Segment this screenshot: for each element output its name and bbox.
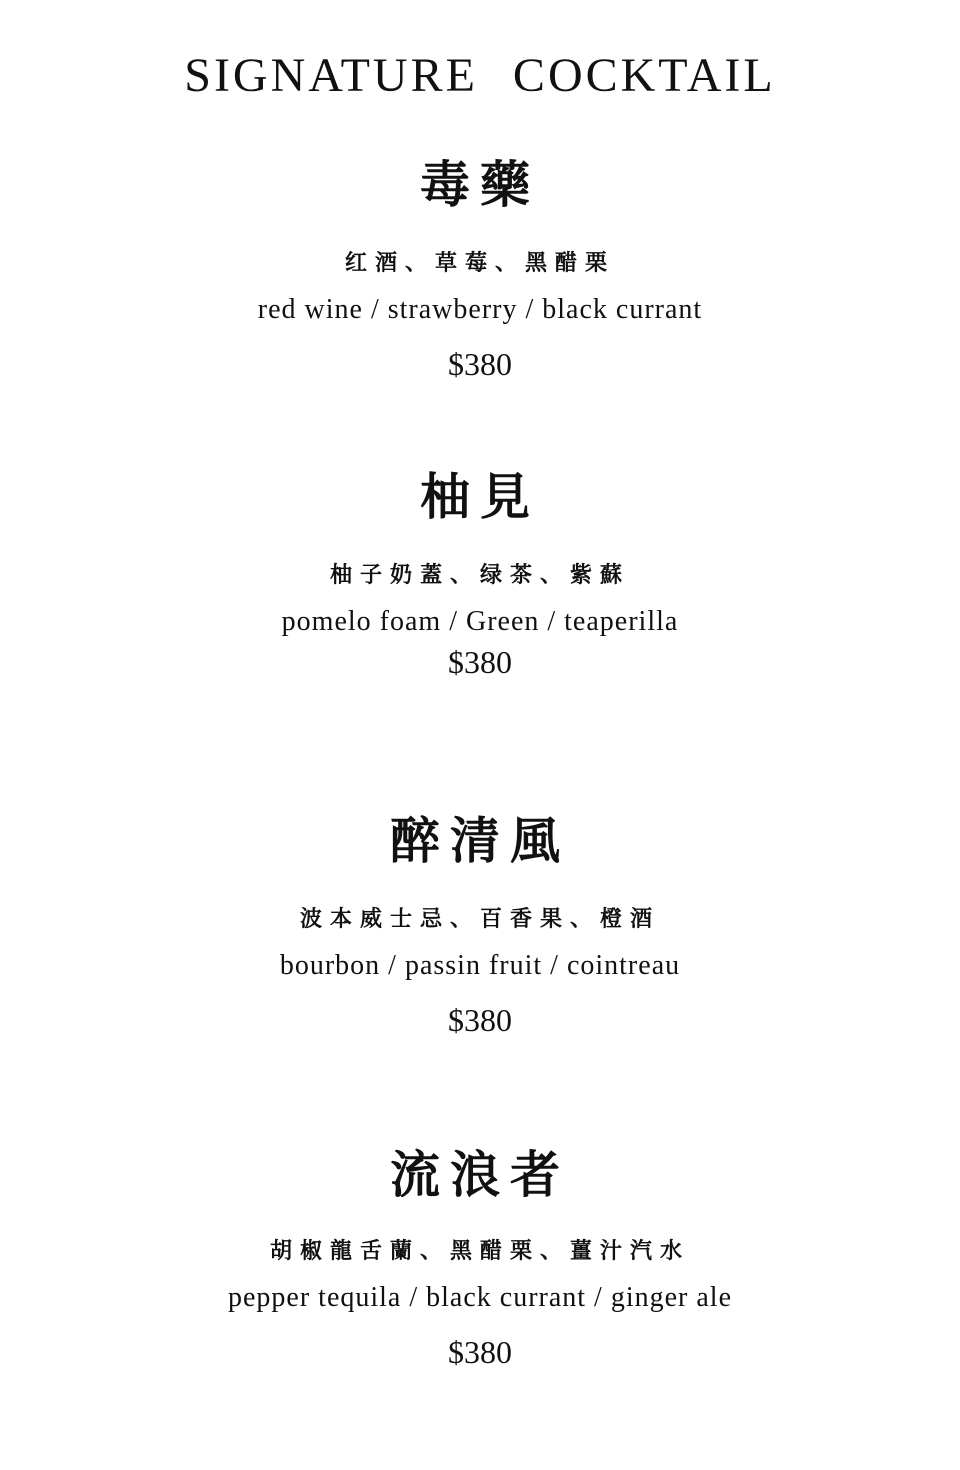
item-ingredients-en: pepper tequila / black currant / ginger ale: [227, 1282, 732, 1313]
item-price: $380: [448, 644, 512, 680]
item-ingredients-en: red wine / strawberry / black currant: [257, 294, 703, 325]
item-ingredients-en: bourbon / passin fruit / cointreau: [279, 950, 681, 981]
item-price: $380: [448, 1334, 512, 1370]
item-price: $380: [448, 1002, 512, 1038]
item-name: 毒藥: [420, 155, 540, 214]
item-ingredients-cn: 红酒、草莓、黑醋栗: [344, 250, 615, 276]
menu-item: [0, 1145, 960, 1370]
item-price: $380: [448, 346, 512, 382]
menu-item: [0, 155, 960, 382]
item-ingredients-cn: 胡椒龍舌蘭、黑醋栗、薑汁汽水: [269, 1238, 690, 1264]
item-ingredients-cn: 柚子奶蓋、绿茶、紫蘇: [329, 562, 630, 588]
item-ingredients-en: pomelo foam / Green / teaperilla: [281, 606, 679, 637]
menu-item: [0, 467, 960, 680]
menu-title: SIGNATURE COCKTAIL: [184, 49, 776, 102]
item-name: 流浪者: [390, 1145, 570, 1204]
menu-item: [0, 811, 960, 1038]
item-name: 醉清風: [390, 811, 570, 870]
item-ingredients-cn: 波本威士忌、百香果、橙酒: [299, 906, 660, 932]
item-name: 柚見: [420, 467, 540, 526]
